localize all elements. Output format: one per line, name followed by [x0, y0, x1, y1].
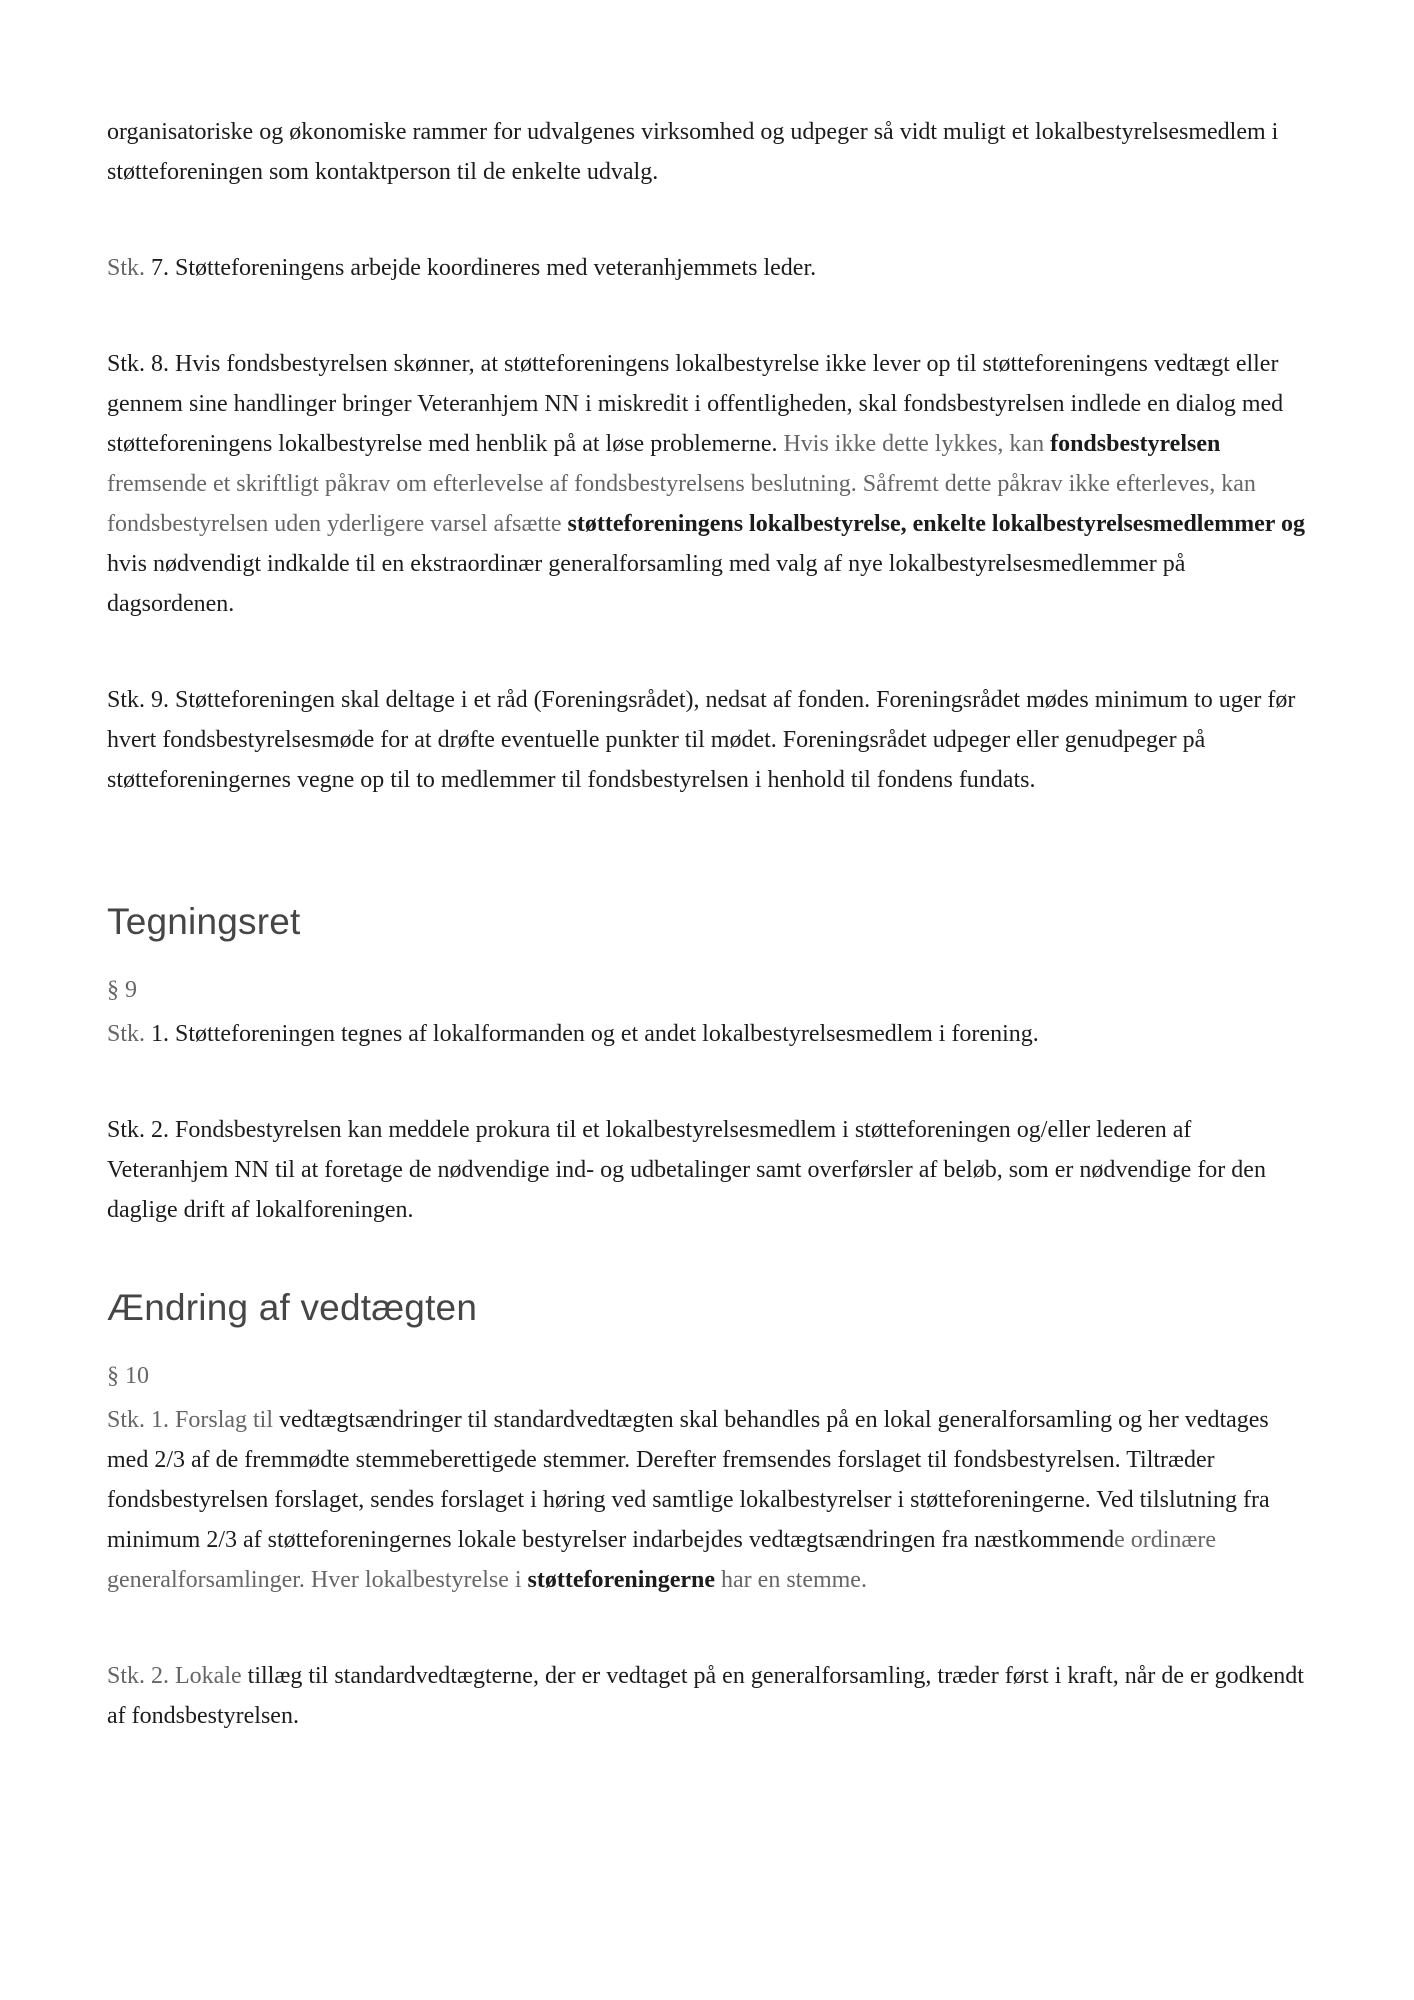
p9-stk-1-paragraph: [107, 1014, 1308, 1054]
text-run: hvis nødvendigt indkalde til en ekstraordinær generalforsamling med valg af nye lokalbestyrelsesmedlemmer på dagsordenen.: [107, 551, 1186, 617]
text-run: Stk. 8. Hvis fondsbestyrelsen skønner, at støtteforeningens lokalbestyrelse ikke lever op til støtteforeningens vedtægt eller gennem sine handlinger bringer Veteranhjem NN i miskredit i offentligheden, skal fondsbestyrelsen indlede en dialog med støtteforeningens lokalbestyrelse med henblik på at løse problemerne.: [107, 351, 1284, 457]
text-run: § 9: [107, 977, 137, 1003]
text-run: Stk. 1. Forslag til: [107, 1407, 280, 1433]
text-run: vedtægtsændringer til standardvedtægten skal behandles på en lokal generalforsamling og her vedtages med 2/3 af de fremmødte stemmeberettigede stemmer. Derefter fremsendes forslaget til fondsbestyrelsen. Tiltræder fondsbestyrelsen forslaget, sendes forslaget i høring ved samtlige lokalbestyrelser i støtteforeningerne. Ved tilslutning fra minimum 2/3 af støtteforeningernes lokale bestyrelser indarbejdes vedtægtsændringen fra næstkommend: [107, 1407, 1270, 1553]
text-run: 7. Støtteforeningens arbejde koordineres med veteranhjemmets leder.: [145, 255, 817, 281]
paragraph-9-marker: [107, 970, 1308, 1010]
text-run: Stk. 9. Støtteforeningen skal deltage i et råd (Foreningsrådet), nedsat af fonden. Foreningsrådet mødes minimum to uger før hvert fondsbestyrelsesmøde for at drøfte eventuelle punkter til mødet. Foreningsrådet udpeger eller genudpeger på støtteforeningernes vegne op til to medlemmer til fondsbestyrelsen i henhold til fondens fundats.: [107, 687, 1296, 793]
heading-tegningsret: Tegningsret: [107, 901, 301, 942]
text-run: støtteforeningens lokalbestyrelse, enkelte lokalbestyrelsesmedlemmer og: [567, 511, 1305, 537]
text-run: fondsbestyrelsen: [1050, 431, 1221, 457]
text-run: e ordinære generalforsamlinger. Hver lokalbestyrelse i: [107, 1527, 1217, 1593]
text-run: Stk. 2. Lokale: [107, 1663, 248, 1689]
text-run: tillæg til standardvedtægterne, der er vedtaget på en generalforsamling, træder først i kraft, når de er godkendt af fondsbestyrelsen.: [107, 1663, 1304, 1729]
text-run: 1. Støtteforeningen tegnes af lokalformanden og et andet lokalbestyrelsesmedlem i forening.: [151, 1021, 1039, 1047]
text-run: støtteforeningerne: [527, 1567, 716, 1593]
paragraph-10-marker: [107, 1356, 1308, 1396]
stk-7-paragraph: [107, 248, 1308, 288]
document-body: [107, 112, 1308, 1792]
text-run: § 10: [107, 1363, 149, 1389]
p10-stk-2-paragraph: [107, 1656, 1308, 1736]
stk-8-paragraph: [107, 344, 1308, 624]
stk-9-paragraph: [107, 680, 1308, 800]
p9-stk-2-paragraph: [107, 1110, 1308, 1230]
text-run: har en stemme.: [715, 1567, 867, 1593]
p10-stk-1-paragraph: [107, 1400, 1308, 1600]
text-run: Stk. 2. Fondsbestyrelsen kan meddele prokura til et lokalbestyrelsesmedlem i støtteforeningen og/eller lederen af Veteranhjem NN til at foretage de nødvendige ind- og udbetalinger samt overførsler af beløb, som er nødvendige for den daglige drift af lokalforeningen.: [107, 1117, 1266, 1223]
text-run: Hvis ikke dette lykkes, kan: [783, 431, 1051, 457]
text-run: Stk.: [107, 255, 146, 281]
text-run: Stk.: [107, 1021, 152, 1047]
text-run: fremsende et skriftligt påkrav om efterlevelse af fondsbestyrelsens beslutning. Såfremt dette påkrav ikke efterleves, kan fondsbestyrelsen uden yderligere varsel afsætte: [107, 471, 1256, 537]
intro-paragraph: [107, 112, 1308, 192]
text-run: organisatoriske og økonomiske rammer for udvalgenes virksomhed og udpeger så vidt muligt et lokalbestyrelsesmedlem i støtteforeningen som kontaktperson til de enkelte udvalg.: [107, 119, 1279, 185]
heading-aendring-af-vedtaegten: Ændring af vedtægten: [107, 1287, 478, 1328]
